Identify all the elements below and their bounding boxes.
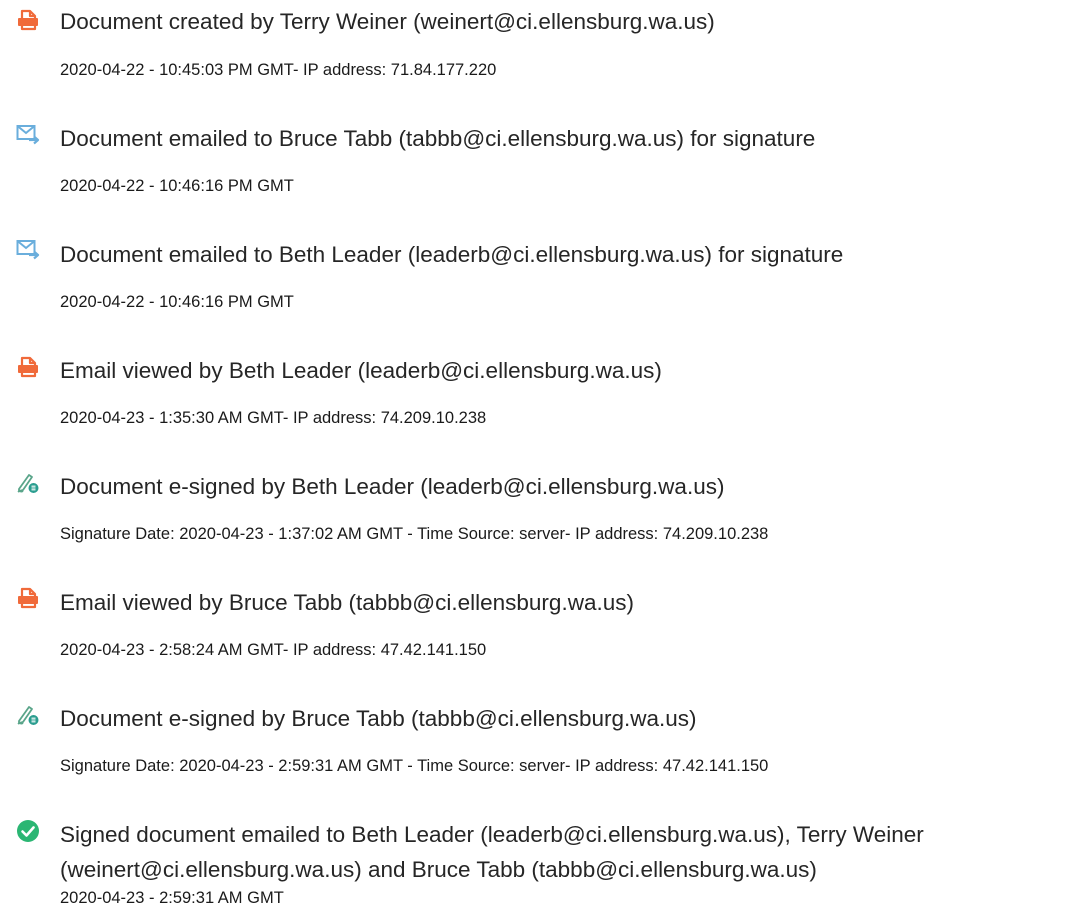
document-icon (16, 9, 40, 33)
email-sent-icon (16, 123, 40, 147)
event-title: Email viewed by Bruce Tabb (tabbb@ci.ellensburg.wa.us) (60, 590, 634, 615)
event-detail: 2020-04-22 - 10:45:03 PM GMT- IP address: 71.84.177.220 (60, 61, 497, 79)
event-detail: 2020-04-22 - 10:46:16 PM GMT (60, 293, 294, 311)
event-detail: 2020-04-23 - 2:59:31 AM GMT (60, 889, 284, 907)
document-icon (16, 356, 40, 380)
event-title: Email viewed by Beth Leader (leaderb@ci.ellensburg.wa.us) (60, 358, 662, 383)
event-title: Document e-signed by Beth Leader (leaderb@ci.ellensburg.wa.us) (60, 474, 725, 499)
event-detail: 2020-04-23 - 2:58:24 AM GMT- IP address: 47.42.141.150 (60, 641, 487, 659)
event-detail: Signature Date: 2020-04-23 - 2:59:31 AM GMT - Time Source: server- IP address: 47.42.141.150 (60, 757, 769, 775)
event-title: Document emailed to Bruce Tabb (tabbb@ci.ellensburg.wa.us) for signature (60, 126, 816, 151)
event-title: Signed document emailed to Beth Leader (leaderb@ci.ellensburg.wa.us), Terry Weiner (weinert@ci.ellensburg.wa.us) and Bruce Tabb (tabbb@ci.ellensburg.wa.us) (60, 822, 924, 882)
event-detail: 2020-04-22 - 10:46:16 PM GMT (60, 177, 294, 195)
event-title: Document created by Terry Weiner (weinert@ci.ellensburg.wa.us) (60, 9, 715, 34)
esign-pen-icon (16, 471, 40, 495)
event-detail: 2020-04-23 - 1:35:30 AM GMT- IP address: 74.209.10.238 (60, 409, 487, 427)
checkmark-circle-icon (16, 819, 40, 843)
esign-pen-icon (16, 703, 40, 727)
email-sent-icon (16, 238, 40, 262)
document-icon (16, 587, 40, 611)
event-title: Document emailed to Beth Leader (leaderb@ci.ellensburg.wa.us) for signature (60, 242, 844, 267)
event-detail: Signature Date: 2020-04-23 - 1:37:02 AM GMT - Time Source: server- IP address: 74.209.10.238 (60, 525, 769, 543)
event-title: Document e-signed by Bruce Tabb (tabbb@ci.ellensburg.wa.us) (60, 706, 697, 731)
